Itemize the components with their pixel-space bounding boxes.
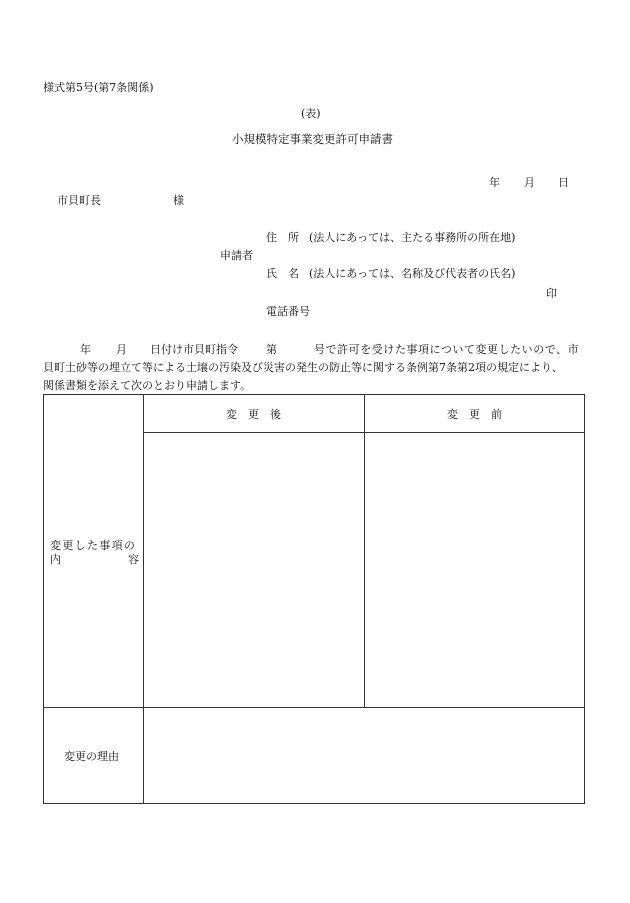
change-reason-label: 変更の理由 xyxy=(64,750,119,763)
body-date-text: 日付け市貝町指令 xyxy=(150,343,238,356)
header-before: 変 更 前 xyxy=(447,408,502,421)
change-table xyxy=(43,394,585,804)
body-dai: 第 xyxy=(266,343,277,356)
body-line3: 関係書類を添えて次のとおり申請します。 xyxy=(43,379,252,392)
addressee-name: 市貝町長 xyxy=(57,194,101,207)
change-content-label-a: 内 xyxy=(50,553,61,566)
body-line2: 貝町土砂等の埋立て等による土壌の汚染及び災害の発生の防止等に関する条例第7条第2項の規定により、 xyxy=(43,361,563,374)
applicant-label: 申請者 xyxy=(220,249,253,262)
change-before-cell[interactable] xyxy=(365,433,585,707)
form-number: 様式第5号(第7条関係) xyxy=(43,81,154,94)
change-after-cell[interactable] xyxy=(144,433,364,707)
change-reason-cell[interactable] xyxy=(144,708,585,804)
seal-mark: 印 xyxy=(546,287,557,300)
applicant-address-note: (法人にあっては、主たる事務所の所在地) xyxy=(309,231,516,244)
applicant-name-note: (法人にあっては、名称及び代表者の氏名) xyxy=(309,267,516,280)
addressee-honorific: 様 xyxy=(173,194,184,207)
page-title: 小規模特定事業変更許可申請書 xyxy=(232,132,393,146)
body-year: 年 xyxy=(80,343,91,356)
change-content-label: 変更した事項の xyxy=(50,539,137,552)
side-label: (表) xyxy=(301,107,321,120)
phone-label: 電話番号 xyxy=(266,305,310,318)
applicant-name-label: 氏 名 xyxy=(266,267,299,280)
header-after: 変 更 後 xyxy=(226,408,281,421)
date-day: 日 xyxy=(558,176,569,189)
date-month: 月 xyxy=(524,176,535,189)
applicant-address-label: 住 所 xyxy=(266,231,299,244)
body-month: 月 xyxy=(116,343,127,356)
body-line1-rest: 号で許可を受けた事項について変更したいので、市 xyxy=(314,343,580,356)
change-content-label-b: 容 xyxy=(128,553,139,566)
date-year: 年 xyxy=(489,176,500,189)
